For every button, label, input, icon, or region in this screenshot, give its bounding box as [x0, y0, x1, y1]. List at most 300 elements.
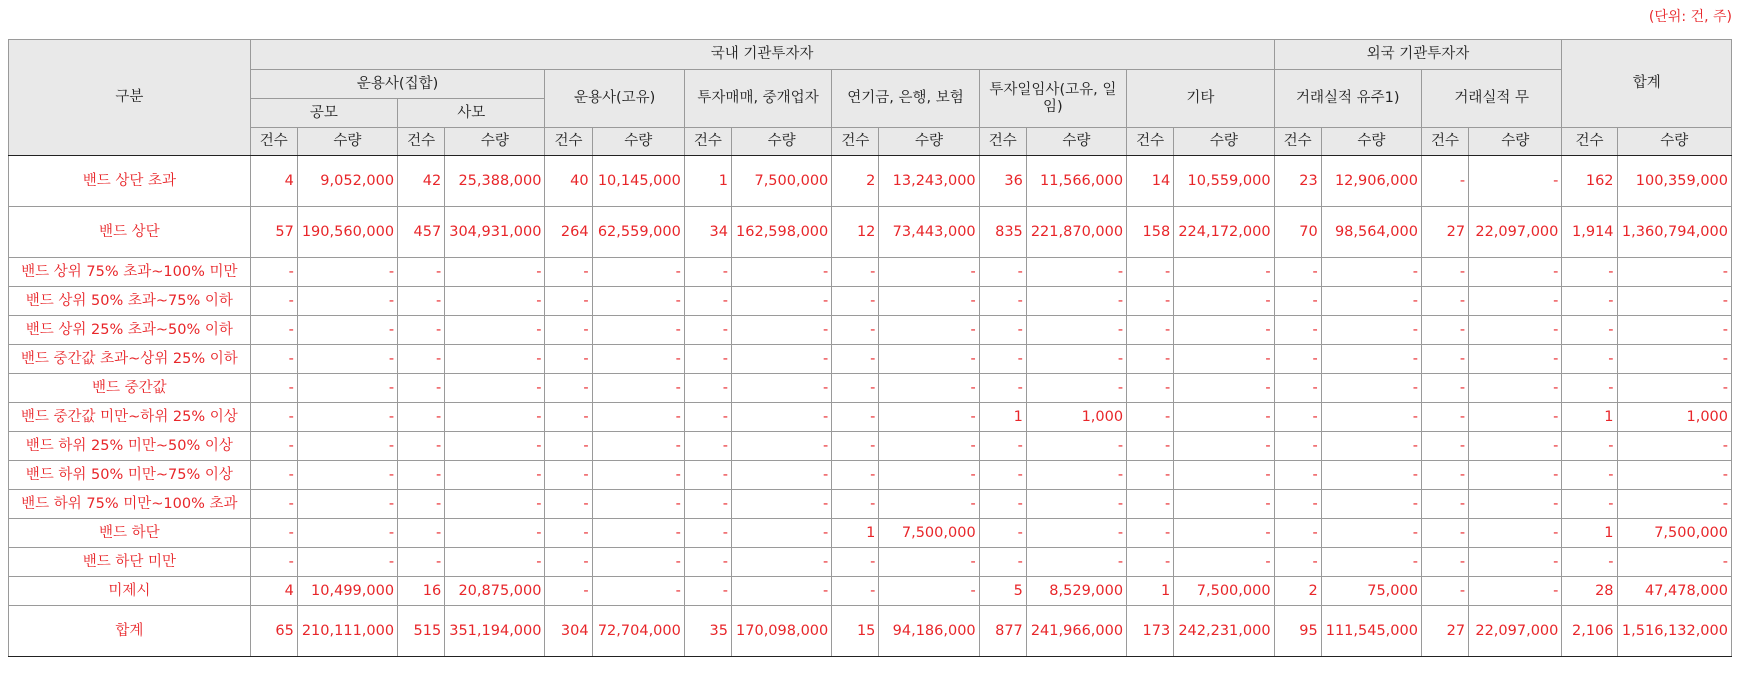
header-count: 건수 — [1421, 128, 1468, 156]
count-cell: - — [250, 374, 297, 403]
count-cell: 158 — [1127, 207, 1174, 258]
quantity-cell: - — [731, 258, 831, 287]
quantity-cell: 7,500,000 — [879, 519, 979, 548]
table-row — [9, 519, 1732, 548]
header-track-record-no: 거래실적 무 — [1421, 70, 1561, 128]
header-count: 건수 — [1562, 128, 1617, 156]
quantity-cell: - — [731, 345, 831, 374]
quantity-cell: - — [445, 403, 545, 432]
count-cell: - — [1421, 345, 1468, 374]
header-private-offering: 사모 — [398, 99, 545, 128]
count-cell: - — [545, 316, 592, 345]
count-cell: - — [545, 345, 592, 374]
row-label: 밴드 중간값 초과~상위 25% 이하 — [9, 345, 251, 374]
quantity-cell: - — [1026, 548, 1126, 577]
quantity-cell: - — [731, 490, 831, 519]
count-cell: 28 — [1562, 577, 1617, 606]
count-cell: - — [1421, 548, 1468, 577]
quantity-cell: 7,500,000 — [731, 156, 831, 207]
header-count: 건수 — [832, 128, 879, 156]
count-cell: 2,106 — [1562, 606, 1617, 657]
count-cell: - — [1274, 258, 1321, 287]
count-cell: - — [398, 403, 445, 432]
count-cell: 4 — [250, 156, 297, 207]
quantity-cell: - — [1469, 519, 1562, 548]
quantity-cell: - — [445, 287, 545, 316]
header-count: 건수 — [545, 128, 592, 156]
quantity-cell: - — [1026, 316, 1126, 345]
quantity-cell: - — [1321, 258, 1421, 287]
table-row — [9, 156, 1732, 207]
count-cell: 57 — [250, 207, 297, 258]
quantity-cell: 1,516,132,000 — [1617, 606, 1731, 657]
count-cell: - — [832, 287, 879, 316]
count-cell: - — [545, 461, 592, 490]
count-cell: - — [250, 287, 297, 316]
quantity-cell: - — [1026, 258, 1126, 287]
count-cell: - — [1274, 519, 1321, 548]
quantity-cell: 10,559,000 — [1174, 156, 1274, 207]
quantity-cell: 1,000 — [1617, 403, 1731, 432]
table-body — [9, 156, 1732, 657]
table-row — [9, 606, 1732, 657]
count-cell: - — [684, 577, 731, 606]
count-cell: - — [1562, 461, 1617, 490]
count-cell: - — [832, 548, 879, 577]
header-category: 구분 — [9, 40, 251, 156]
count-cell: - — [684, 345, 731, 374]
count-cell: - — [398, 490, 445, 519]
header-count: 건수 — [684, 128, 731, 156]
count-cell: 36 — [979, 156, 1026, 207]
count-cell: - — [684, 316, 731, 345]
count-cell: 2 — [832, 156, 879, 207]
count-cell: - — [398, 519, 445, 548]
quantity-cell: - — [297, 258, 397, 287]
count-cell: 95 — [1274, 606, 1321, 657]
quantity-cell: 22,097,000 — [1469, 606, 1562, 657]
count-cell: - — [1127, 345, 1174, 374]
quantity-cell: - — [1617, 374, 1731, 403]
count-cell: - — [979, 374, 1026, 403]
count-cell: - — [1421, 374, 1468, 403]
count-cell: 2 — [1274, 577, 1321, 606]
count-cell: - — [684, 287, 731, 316]
count-cell: - — [1421, 258, 1468, 287]
count-cell: 15 — [832, 606, 879, 657]
count-cell: 264 — [545, 207, 592, 258]
count-cell: 70 — [1274, 207, 1321, 258]
quantity-cell: - — [1469, 432, 1562, 461]
count-cell: - — [1127, 316, 1174, 345]
quantity-cell: - — [1026, 461, 1126, 490]
quantity-cell: 9,052,000 — [297, 156, 397, 207]
count-cell: 27 — [1421, 606, 1468, 657]
header-quantity: 수량 — [731, 128, 831, 156]
count-cell: - — [545, 287, 592, 316]
quantity-cell: - — [445, 258, 545, 287]
count-cell: 1 — [832, 519, 879, 548]
quantity-cell: 73,443,000 — [879, 207, 979, 258]
quantity-cell: - — [879, 461, 979, 490]
quantity-cell: - — [592, 519, 684, 548]
quantity-cell: - — [1321, 287, 1421, 316]
quantity-cell: - — [1174, 403, 1274, 432]
quantity-cell: 22,097,000 — [1469, 207, 1562, 258]
quantity-cell: - — [731, 577, 831, 606]
quantity-cell: - — [297, 461, 397, 490]
header-quantity: 수량 — [1321, 128, 1421, 156]
count-cell: - — [1274, 374, 1321, 403]
quantity-cell: 170,098,000 — [731, 606, 831, 657]
table-row — [9, 345, 1732, 374]
quantity-cell: - — [445, 461, 545, 490]
table-row — [9, 316, 1732, 345]
quantity-cell: - — [1026, 490, 1126, 519]
count-cell: - — [832, 461, 879, 490]
quantity-cell: - — [731, 519, 831, 548]
quantity-cell: - — [592, 432, 684, 461]
quantity-cell: 224,172,000 — [1174, 207, 1274, 258]
header-quantity: 수량 — [1026, 128, 1126, 156]
count-cell: - — [1562, 374, 1617, 403]
count-cell: - — [832, 577, 879, 606]
quantity-cell: - — [1026, 345, 1126, 374]
row-label: 밴드 상위 25% 초과~50% 이하 — [9, 316, 251, 345]
quantity-cell: - — [879, 374, 979, 403]
count-cell: 1 — [1562, 519, 1617, 548]
count-cell: - — [832, 316, 879, 345]
quantity-cell: 20,875,000 — [445, 577, 545, 606]
row-label: 밴드 하위 50% 미만~75% 이상 — [9, 461, 251, 490]
quantity-cell: - — [1174, 490, 1274, 519]
header-pension-bank-insurance: 연기금, 은행, 보험 — [832, 70, 979, 128]
header-asset-manager-collective: 운용사(집합) — [250, 70, 545, 99]
count-cell: - — [1421, 461, 1468, 490]
count-cell: - — [545, 258, 592, 287]
quantity-cell: - — [879, 345, 979, 374]
count-cell: - — [1274, 432, 1321, 461]
quantity-cell: - — [879, 403, 979, 432]
count-cell: - — [398, 548, 445, 577]
count-cell: - — [1274, 461, 1321, 490]
quantity-cell: - — [1321, 548, 1421, 577]
quantity-cell: 1,000 — [1026, 403, 1126, 432]
quantity-cell: - — [297, 548, 397, 577]
quantity-cell: - — [879, 490, 979, 519]
count-cell: 1 — [684, 156, 731, 207]
header-quantity: 수량 — [445, 128, 545, 156]
header-domestic: 국내 기관투자자 — [250, 40, 1274, 70]
header-public-offering: 공모 — [250, 99, 397, 128]
count-cell: - — [1274, 490, 1321, 519]
row-label: 밴드 하위 25% 미만~50% 이상 — [9, 432, 251, 461]
quantity-cell: - — [297, 432, 397, 461]
header-count: 건수 — [1274, 128, 1321, 156]
count-cell: - — [979, 548, 1026, 577]
table-row — [9, 432, 1732, 461]
count-cell: - — [250, 432, 297, 461]
quantity-cell: - — [592, 577, 684, 606]
quantity-cell: 25,388,000 — [445, 156, 545, 207]
count-cell: - — [1127, 258, 1174, 287]
count-cell: 40 — [545, 156, 592, 207]
quantity-cell: 210,111,000 — [297, 606, 397, 657]
quantity-cell: - — [592, 374, 684, 403]
quantity-cell: 162,598,000 — [731, 207, 831, 258]
count-cell: 5 — [979, 577, 1026, 606]
table-row — [9, 548, 1732, 577]
count-cell: - — [398, 374, 445, 403]
count-cell: - — [832, 403, 879, 432]
count-cell: - — [1421, 577, 1468, 606]
quantity-cell: - — [1174, 461, 1274, 490]
count-cell: - — [979, 519, 1026, 548]
row-label: 밴드 상단 초과 — [9, 156, 251, 207]
count-cell: - — [1127, 461, 1174, 490]
count-cell: - — [1562, 345, 1617, 374]
quantity-cell: - — [1469, 345, 1562, 374]
quantity-cell: - — [731, 461, 831, 490]
quantity-cell: - — [1617, 461, 1731, 490]
count-cell: 42 — [398, 156, 445, 207]
count-cell: - — [1274, 316, 1321, 345]
count-cell: - — [1127, 432, 1174, 461]
count-cell: - — [1127, 548, 1174, 577]
count-cell: 162 — [1562, 156, 1617, 207]
count-cell: - — [1274, 345, 1321, 374]
count-cell: - — [398, 432, 445, 461]
quantity-cell: 62,559,000 — [592, 207, 684, 258]
count-cell: - — [979, 461, 1026, 490]
count-cell: - — [1562, 258, 1617, 287]
count-cell: 23 — [1274, 156, 1321, 207]
count-cell: - — [250, 316, 297, 345]
count-cell: - — [832, 432, 879, 461]
count-cell: 16 — [398, 577, 445, 606]
count-cell: - — [1274, 403, 1321, 432]
count-cell: 4 — [250, 577, 297, 606]
count-cell: - — [1127, 374, 1174, 403]
quantity-cell: - — [297, 316, 397, 345]
table-row — [9, 374, 1732, 403]
quantity-cell: - — [1321, 432, 1421, 461]
count-cell: - — [684, 432, 731, 461]
count-cell: - — [250, 490, 297, 519]
count-cell: - — [250, 345, 297, 374]
count-cell: - — [545, 432, 592, 461]
row-label: 미제시 — [9, 577, 251, 606]
quantity-cell: - — [1321, 519, 1421, 548]
count-cell: - — [979, 345, 1026, 374]
quantity-cell: - — [1026, 287, 1126, 316]
quantity-cell: - — [731, 548, 831, 577]
table-row — [9, 577, 1732, 606]
quantity-cell: - — [1174, 345, 1274, 374]
quantity-cell: - — [1617, 432, 1731, 461]
header-quantity: 수량 — [1617, 128, 1731, 156]
quantity-cell: - — [592, 345, 684, 374]
quantity-cell: - — [592, 287, 684, 316]
count-cell: - — [1421, 156, 1468, 207]
header-quantity: 수량 — [879, 128, 979, 156]
count-cell: - — [1421, 316, 1468, 345]
quantity-cell: - — [879, 548, 979, 577]
count-cell: 34 — [684, 207, 731, 258]
quantity-cell: 351,194,000 — [445, 606, 545, 657]
quantity-cell: - — [445, 432, 545, 461]
header-investment-advisor: 투자일임사(고유, 일임) — [979, 70, 1126, 128]
quantity-cell: - — [592, 461, 684, 490]
unit-note: (단위: 건, 주) — [1648, 9, 1732, 25]
count-cell: - — [979, 490, 1026, 519]
count-cell: - — [832, 258, 879, 287]
count-cell: - — [398, 287, 445, 316]
quantity-cell: 11,566,000 — [1026, 156, 1126, 207]
quantity-cell: - — [879, 258, 979, 287]
quantity-cell: 98,564,000 — [1321, 207, 1421, 258]
header-foreign: 외국 기관투자자 — [1274, 40, 1562, 70]
count-cell: - — [398, 345, 445, 374]
quantity-cell: - — [1469, 577, 1562, 606]
row-label: 밴드 하단 — [9, 519, 251, 548]
quantity-cell: 190,560,000 — [297, 207, 397, 258]
count-cell: - — [1562, 316, 1617, 345]
quantity-cell: - — [1617, 345, 1731, 374]
quantity-cell: - — [1321, 403, 1421, 432]
quantity-cell: 242,231,000 — [1174, 606, 1274, 657]
count-cell: - — [684, 490, 731, 519]
quantity-cell: - — [731, 374, 831, 403]
quantity-cell: - — [445, 374, 545, 403]
count-cell: - — [545, 577, 592, 606]
count-cell: - — [250, 461, 297, 490]
header-count: 건수 — [1127, 128, 1174, 156]
quantity-cell: - — [1617, 490, 1731, 519]
quantity-cell: - — [1469, 403, 1562, 432]
quantity-cell: - — [1617, 316, 1731, 345]
count-cell: - — [1274, 548, 1321, 577]
header-quantity: 수량 — [297, 128, 397, 156]
quantity-cell: - — [731, 403, 831, 432]
quantity-cell: - — [1617, 548, 1731, 577]
count-cell: - — [545, 548, 592, 577]
quantity-cell: - — [1174, 432, 1274, 461]
quantity-cell: - — [297, 287, 397, 316]
header-quantity: 수량 — [1174, 128, 1274, 156]
row-label: 합계 — [9, 606, 251, 657]
count-cell: - — [1421, 403, 1468, 432]
table-row — [9, 287, 1732, 316]
count-cell: - — [684, 519, 731, 548]
header-total: 합계 — [1562, 40, 1732, 128]
count-cell: 1 — [1562, 403, 1617, 432]
header-securities-dealer: 투자매매, 중개업자 — [684, 70, 831, 128]
count-cell: - — [979, 287, 1026, 316]
quantity-cell: - — [879, 316, 979, 345]
table-row — [9, 207, 1732, 258]
count-cell: 515 — [398, 606, 445, 657]
quantity-cell: 94,186,000 — [879, 606, 979, 657]
table-row — [9, 403, 1732, 432]
quantity-cell: 8,529,000 — [1026, 577, 1126, 606]
quantity-cell: - — [1617, 258, 1731, 287]
quantity-cell: 111,545,000 — [1321, 606, 1421, 657]
count-cell: 12 — [832, 207, 879, 258]
quantity-cell: - — [592, 548, 684, 577]
count-cell: 27 — [1421, 207, 1468, 258]
table-row — [9, 258, 1732, 287]
quantity-cell: - — [445, 345, 545, 374]
allocation-table — [8, 39, 1732, 657]
quantity-cell: - — [1469, 258, 1562, 287]
header-track-record-yes: 거래실적 유주1) — [1274, 70, 1421, 128]
quantity-cell: 13,243,000 — [879, 156, 979, 207]
row-label: 밴드 중간값 미만~하위 25% 이상 — [9, 403, 251, 432]
quantity-cell: - — [1174, 287, 1274, 316]
count-cell: - — [545, 374, 592, 403]
header-quantity: 수량 — [1469, 128, 1562, 156]
table-row — [9, 461, 1732, 490]
count-cell: - — [684, 461, 731, 490]
quantity-cell: 7,500,000 — [1617, 519, 1731, 548]
count-cell: - — [684, 403, 731, 432]
count-cell: 173 — [1127, 606, 1174, 657]
quantity-cell: 75,000 — [1321, 577, 1421, 606]
quantity-cell: - — [297, 403, 397, 432]
quantity-cell: - — [1321, 316, 1421, 345]
quantity-cell: - — [731, 287, 831, 316]
quantity-cell: - — [592, 258, 684, 287]
count-cell: - — [250, 519, 297, 548]
quantity-cell: - — [1469, 548, 1562, 577]
header-count: 건수 — [250, 128, 297, 156]
quantity-cell: - — [1321, 345, 1421, 374]
count-cell: 304 — [545, 606, 592, 657]
quantity-cell: - — [297, 345, 397, 374]
header-asset-manager-own: 운용사(고유) — [545, 70, 684, 128]
quantity-cell: 10,145,000 — [592, 156, 684, 207]
count-cell: - — [1274, 287, 1321, 316]
count-cell: - — [398, 461, 445, 490]
count-cell: - — [832, 345, 879, 374]
quantity-cell: - — [445, 548, 545, 577]
count-cell: 14 — [1127, 156, 1174, 207]
count-cell: - — [1421, 432, 1468, 461]
count-cell: - — [1127, 519, 1174, 548]
count-cell: - — [250, 403, 297, 432]
row-label: 밴드 상위 50% 초과~75% 이하 — [9, 287, 251, 316]
count-cell: - — [979, 258, 1026, 287]
count-cell: 1 — [979, 403, 1026, 432]
row-label: 밴드 상단 — [9, 207, 251, 258]
header-count: 건수 — [979, 128, 1026, 156]
quantity-cell: - — [592, 490, 684, 519]
count-cell: - — [832, 490, 879, 519]
quantity-cell: - — [592, 316, 684, 345]
count-cell: 457 — [398, 207, 445, 258]
count-cell: - — [1562, 490, 1617, 519]
row-label: 밴드 하위 75% 미만~100% 초과 — [9, 490, 251, 519]
count-cell: - — [684, 374, 731, 403]
quantity-cell: - — [1026, 374, 1126, 403]
quantity-cell: - — [879, 287, 979, 316]
quantity-cell: - — [1321, 374, 1421, 403]
count-cell: 1 — [1127, 577, 1174, 606]
row-label: 밴드 상위 75% 초과~100% 미만 — [9, 258, 251, 287]
count-cell: 1,914 — [1562, 207, 1617, 258]
quantity-cell: - — [731, 316, 831, 345]
